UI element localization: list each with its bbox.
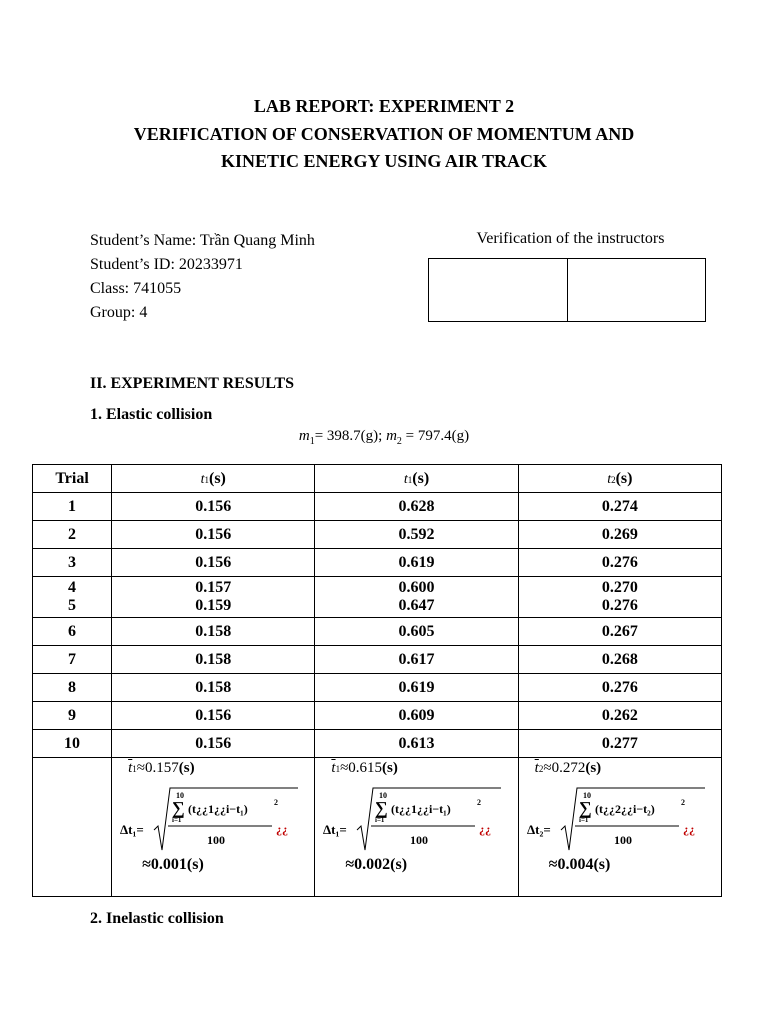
sum-sigma-symbol: ∑ xyxy=(172,798,185,818)
table-row xyxy=(33,646,722,674)
mean-subscript: 1 xyxy=(335,764,341,774)
table-row xyxy=(33,549,722,577)
t1-prime-cell: 0.592 xyxy=(315,521,518,549)
mean-value: ≈0.272 xyxy=(543,760,586,776)
formula-lhs: Δt₁= xyxy=(120,822,144,837)
uncertainty-result-t1-prime: ≈0.002(s) xyxy=(345,856,408,873)
sum-exponent: 2 xyxy=(274,798,279,807)
formula-tail-artifact: ¿¿ xyxy=(276,822,289,836)
sum-body: (t¿¿2¿¿i−t₂) xyxy=(594,802,655,816)
verification-cell-right xyxy=(567,259,706,321)
sum-upper-limit: 10 xyxy=(582,791,591,800)
sum-exponent: 2 xyxy=(477,798,482,807)
trial-cell: 3 xyxy=(33,549,112,577)
statistics-row xyxy=(33,758,722,897)
verification-label: Verification of the instructors xyxy=(476,230,665,247)
masses-line xyxy=(0,428,768,447)
sum-sigma-symbol: ∑ xyxy=(375,798,389,818)
header-t1-prime-unit: (s) xyxy=(412,469,430,487)
mean-t1 xyxy=(128,760,194,777)
formula-lhs: Δt₂= xyxy=(526,822,551,837)
stats-cell-t1 xyxy=(112,758,315,897)
m2-symbol: m xyxy=(386,428,397,444)
t1-cell: 0.158 xyxy=(112,674,315,702)
sum-lower-limit: i=1 xyxy=(578,816,589,824)
t1-cell: 0.158 xyxy=(112,646,315,674)
trial-cell: 9 xyxy=(33,702,112,730)
formula-tail-artifact: ¿¿ xyxy=(479,822,492,836)
table-header-row xyxy=(33,465,722,493)
m2-unit: g xyxy=(456,428,465,444)
t2-prime-cell: 0.274 xyxy=(518,493,721,521)
trial-cell: 4 xyxy=(33,577,112,598)
sum-sigma-symbol: ∑ xyxy=(578,798,592,818)
table-row xyxy=(33,674,722,702)
header-t1-unit: (s) xyxy=(209,469,226,487)
stats-empty-cell xyxy=(33,758,112,897)
subsection-elastic: 1. Elastic collision xyxy=(90,406,213,423)
mean-symbol: $\overline{t}$ xyxy=(128,760,133,776)
sum-upper-limit: 10 xyxy=(379,791,388,800)
m1-value: = 398.7( xyxy=(314,428,366,444)
t1-prime-cell: 0.619 xyxy=(315,674,518,702)
m2-value: = 797.4( xyxy=(401,428,457,444)
t2-prime-cell: 0.267 xyxy=(518,618,721,646)
header-t2-prime-unit: (s) xyxy=(615,469,633,487)
mean-symbol: $\overline{t}$ xyxy=(534,760,539,776)
t2-prime-cell: 0.276 xyxy=(518,549,721,577)
mean-value: ≈0.615 xyxy=(340,760,383,776)
formula-tail-artifact: ¿¿ xyxy=(682,822,695,836)
trial-cell: 2 xyxy=(33,521,112,549)
stats-cell-t1-prime xyxy=(315,758,518,897)
formula-lhs: Δt₁= xyxy=(323,822,348,837)
header-trial: Trial xyxy=(33,465,112,493)
mean-subscript: 1 xyxy=(132,764,137,774)
mean-t1-prime xyxy=(331,760,397,777)
t1-prime-cell: 0.619 xyxy=(315,549,518,577)
sum-body: (t¿¿1¿¿i−t₁) xyxy=(188,802,248,816)
uncertainty-result-t2-prime: ≈0.004(s) xyxy=(548,856,611,873)
t2-prime-cell: 0.262 xyxy=(518,702,721,730)
sum-exponent: 2 xyxy=(680,798,685,807)
t1-prime-cell: 0.617 xyxy=(315,646,518,674)
student-id: Student’s ID: 20233971 xyxy=(90,256,243,273)
uncertainty-formula-t1 xyxy=(114,786,310,856)
stats-cell-t2-prime xyxy=(518,758,721,897)
trial-cell: 1 xyxy=(33,493,112,521)
student-name: Student’s Name: Trần Quang Minh xyxy=(90,232,315,249)
masses-close: ) xyxy=(464,428,470,444)
student-class: Class: 741055 xyxy=(90,280,182,297)
trial-cell: 5 xyxy=(33,597,112,618)
verification-cell-left xyxy=(429,259,567,321)
t1-prime-cell: 0.647 xyxy=(315,597,518,618)
trial-cell: 8 xyxy=(33,674,112,702)
fraction-denominator: 100 xyxy=(410,833,429,847)
t2-prime-cell: 0.276 xyxy=(518,597,721,618)
m1-unit: g xyxy=(365,428,374,444)
report-title-line-1: LAB REPORT: EXPERIMENT 2 xyxy=(253,96,515,116)
elastic-collision-table xyxy=(32,464,722,897)
m2-subscript: 2 xyxy=(396,436,402,447)
t1-cell: 0.158 xyxy=(112,618,315,646)
student-group: Group: 4 xyxy=(90,304,148,321)
table-row xyxy=(33,618,722,646)
t1-cell: 0.156 xyxy=(112,521,315,549)
t2-prime-cell: 0.269 xyxy=(518,521,721,549)
table-row xyxy=(33,521,722,549)
mean-value: ≈0.157 xyxy=(136,760,179,776)
t1-cell: 0.156 xyxy=(112,730,315,758)
header-t2-prime xyxy=(518,465,721,493)
t2-prime-cell: 0.270 xyxy=(518,577,721,598)
uncertainty-formula-t2-prime xyxy=(521,786,717,856)
table-row xyxy=(33,597,722,618)
t1-prime-cell: 0.609 xyxy=(315,702,518,730)
sum-lower-limit: i=1 xyxy=(172,816,182,824)
header-t1-symbol: t xyxy=(200,471,205,487)
verification-box xyxy=(428,258,706,322)
header-t1-prime-symbol: t xyxy=(403,471,408,487)
t2-prime-cell: 0.268 xyxy=(518,646,721,674)
report-title-line-2: VERIFICATION OF CONSERVATION OF MOMENTUM AND xyxy=(133,124,635,144)
t1-cell: 0.156 xyxy=(112,549,315,577)
table-row xyxy=(33,577,722,598)
t1-prime-cell: 0.600 xyxy=(315,577,518,598)
table-row xyxy=(33,730,722,758)
header-t1-prime xyxy=(315,465,518,493)
mean-unit: (s) xyxy=(382,760,398,776)
mean-unit: (s) xyxy=(585,760,602,776)
table-row xyxy=(33,493,722,521)
sum-upper-limit: 10 xyxy=(176,791,185,800)
table-row xyxy=(33,702,722,730)
trial-cell: 7 xyxy=(33,646,112,674)
fraction-denominator: 100 xyxy=(207,833,226,847)
trial-cell: 6 xyxy=(33,618,112,646)
header-t1-prime-subscript: 1 xyxy=(407,474,413,485)
trial-cell: 10 xyxy=(33,730,112,758)
header-t1-subscript: 1 xyxy=(204,474,209,485)
t2-prime-cell: 0.277 xyxy=(518,730,721,758)
mean-t2-prime xyxy=(535,760,601,777)
mean-symbol: $\overline{t}$ xyxy=(331,760,336,776)
t1-cell: 0.156 xyxy=(112,702,315,730)
m1-symbol: m xyxy=(298,428,310,444)
t1-prime-cell: 0.613 xyxy=(315,730,518,758)
m1-subscript: 1 xyxy=(309,436,315,447)
t1-cell: 0.157 xyxy=(112,577,315,598)
sum-lower-limit: i=1 xyxy=(375,816,385,824)
report-title-line-3: KINETIC ENERGY USING AIR TRACK xyxy=(220,151,548,171)
mean-subscript: 2 xyxy=(538,764,544,774)
t1-prime-cell: 0.628 xyxy=(315,493,518,521)
t1-cell: 0.159 xyxy=(112,597,315,618)
sum-body: (t¿¿1¿¿i−t₁) xyxy=(391,802,452,816)
fraction-denominator: 100 xyxy=(613,833,632,847)
subsection-inelastic: 2. Inelastic collision xyxy=(90,910,224,927)
t1-prime-cell: 0.605 xyxy=(315,618,518,646)
header-t2-prime-symbol: t xyxy=(607,471,612,487)
header-t2-prime-subscript: 2 xyxy=(611,474,616,485)
uncertainty-formula-t1-prime xyxy=(317,786,513,856)
t2-prime-cell: 0.276 xyxy=(518,674,721,702)
uncertainty-result-t1: ≈0.001(s) xyxy=(142,856,204,873)
masses-separator: ); xyxy=(373,428,387,444)
mean-unit: (s) xyxy=(178,760,195,776)
header-t1 xyxy=(112,465,315,493)
t1-cell: 0.156 xyxy=(112,493,315,521)
section-heading: II. EXPERIMENT RESULTS xyxy=(90,375,295,392)
